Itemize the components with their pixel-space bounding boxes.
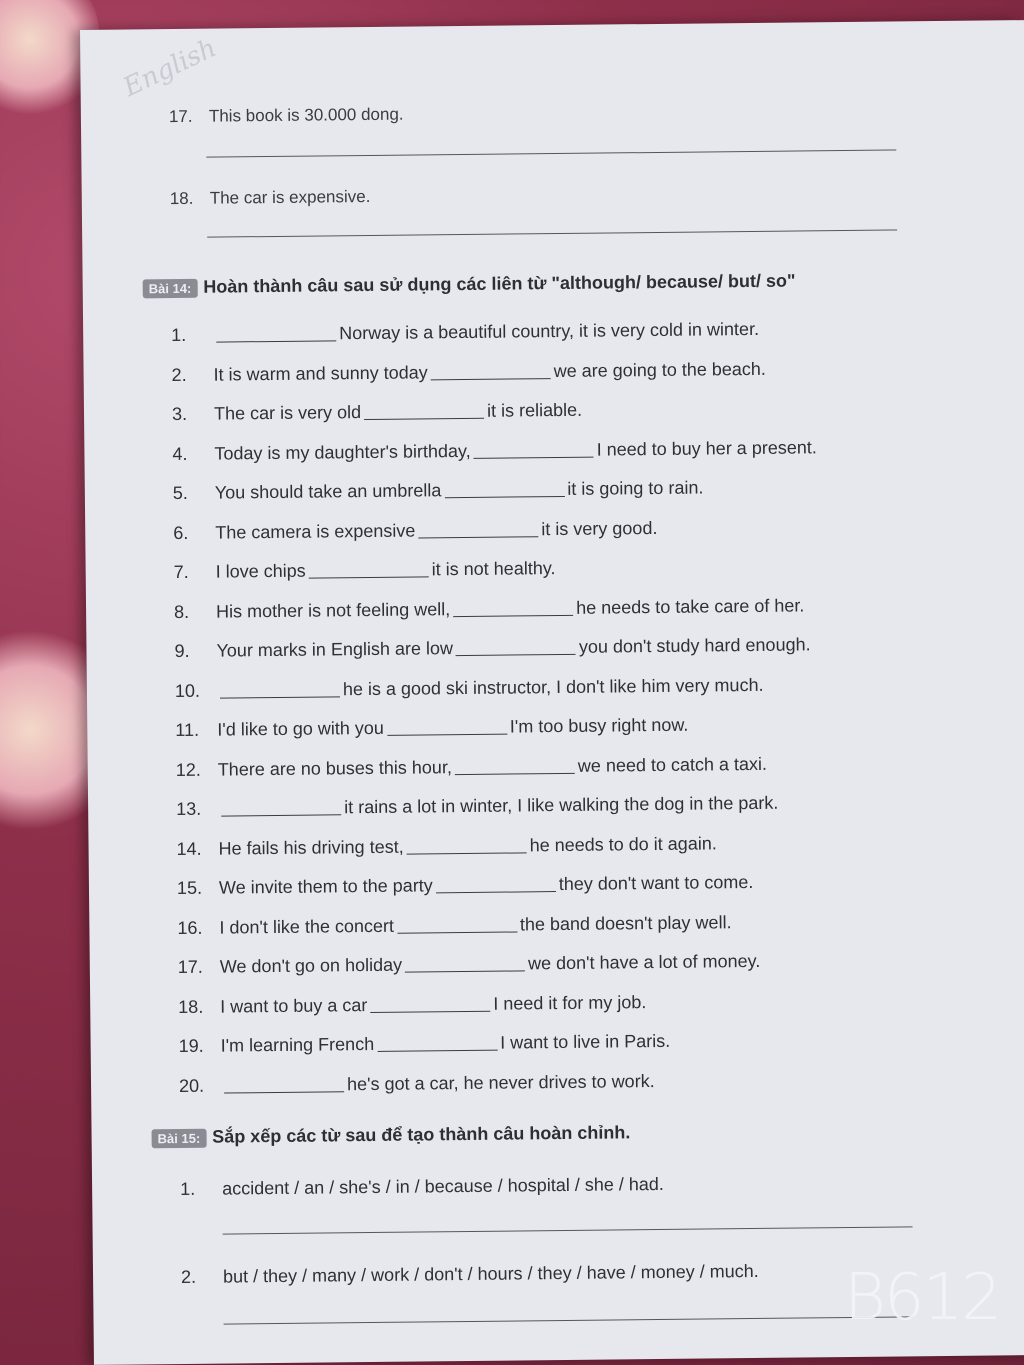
camera-app-logo: B612 [843,1261,1000,1335]
list-item: 19. I'm learning French I want to live in Paris. [178,1030,671,1057]
list-item: 14. He fails his driving test, he needs to do it again. [176,832,717,859]
list-item: 8. His mother is not feeling well, he needs to take care of her. [173,594,805,622]
list-item: 1. Norway is a beautiful country, it is very cold in winter. [171,318,760,346]
watermark: English [118,33,222,103]
blank-answer[interactable] [418,522,538,538]
answer-line[interactable] [206,149,896,157]
answer-line[interactable] [224,1316,914,1324]
list-item: 16. I don't like the concert the band doesn't play well. [177,911,732,938]
blank-answer[interactable] [405,956,525,972]
section-badge: Bài 14: [143,279,198,299]
list-item: 12. There are no buses this hour, we need to catch a taxi. [175,753,768,780]
list-item: 6. The camera is expensive it is very good. [173,517,658,543]
section-title: Sắp xếp các từ sau để tạo thành câu hoàn chỉnh. [212,1122,631,1147]
section-badge: Bài 15: [152,1129,207,1149]
blank-answer[interactable] [364,404,484,420]
blank-answer[interactable] [397,917,517,933]
list-item: 5. You should take an umbrella it is going to rain. [172,477,704,504]
section-14-heading [143,271,796,299]
blank-answer[interactable] [456,640,576,656]
blank-answer[interactable] [455,758,575,774]
blank-answer[interactable] [224,1077,344,1093]
list-item: 10. he is a good ski instructor, I don't like him very much. [174,674,764,701]
answer-line[interactable] [207,229,897,237]
blank-answer[interactable] [309,562,429,578]
list-item: 11. I'd like to go with you I'm too busy right now. [175,714,689,741]
prev-item: 18. The car is expensive. [169,186,371,209]
list-item: 17. We don't go on holiday we don't have a lot of money. [177,950,761,978]
section-15-heading [151,1122,630,1148]
blank-answer[interactable] [377,1036,497,1052]
blank-answer[interactable] [444,482,564,498]
list-item: 3. The car is very old it is reliable. [171,399,583,425]
list-item: 15. We invite them to the party they don't want to come. [176,871,754,899]
blank-answer[interactable] [221,800,341,816]
list-item: 9. Your marks in English are low you don't study hard enough. [174,634,811,662]
prev-item: 17. This book is 30.000 dong. [168,104,404,127]
blank-answer[interactable] [407,838,527,854]
blank-answer[interactable] [453,600,573,616]
list-item: 1. accident / an / she's / in / because / hospital / she / had. [180,1173,664,1200]
blank-answer[interactable] [436,877,556,893]
list-item: 7. I love chips it is not healthy. [173,558,556,583]
list-item: 18. I want to buy a car I need it for my job. [178,991,647,1017]
list-item: 2. but / they / many / work / don't / hours / they / have / money / much. [180,1260,759,1288]
blank-answer[interactable] [387,720,507,736]
blank-answer[interactable] [431,364,551,380]
blank-answer[interactable] [474,442,594,458]
answer-line[interactable] [223,1226,913,1234]
list-item: 2. It is warm and sunny today we are going to the beach. [171,358,766,385]
list-item: 13. it rains a lot in winter, I like walking the dog in the park. [176,792,779,820]
blank-answer[interactable] [370,996,490,1012]
blank-answer[interactable] [216,326,336,342]
list-item: 20. he's got a car, he never drives to work. [178,1070,655,1096]
worksheet-paper [80,20,1024,1365]
list-item: 4. Today is my daughter's birthday, I need to buy her a present. [172,436,817,464]
blank-answer[interactable] [220,682,340,698]
section-title: Hoàn thành câu sau sử dụng các liên từ "although/ because/ but/ so" [203,270,796,297]
